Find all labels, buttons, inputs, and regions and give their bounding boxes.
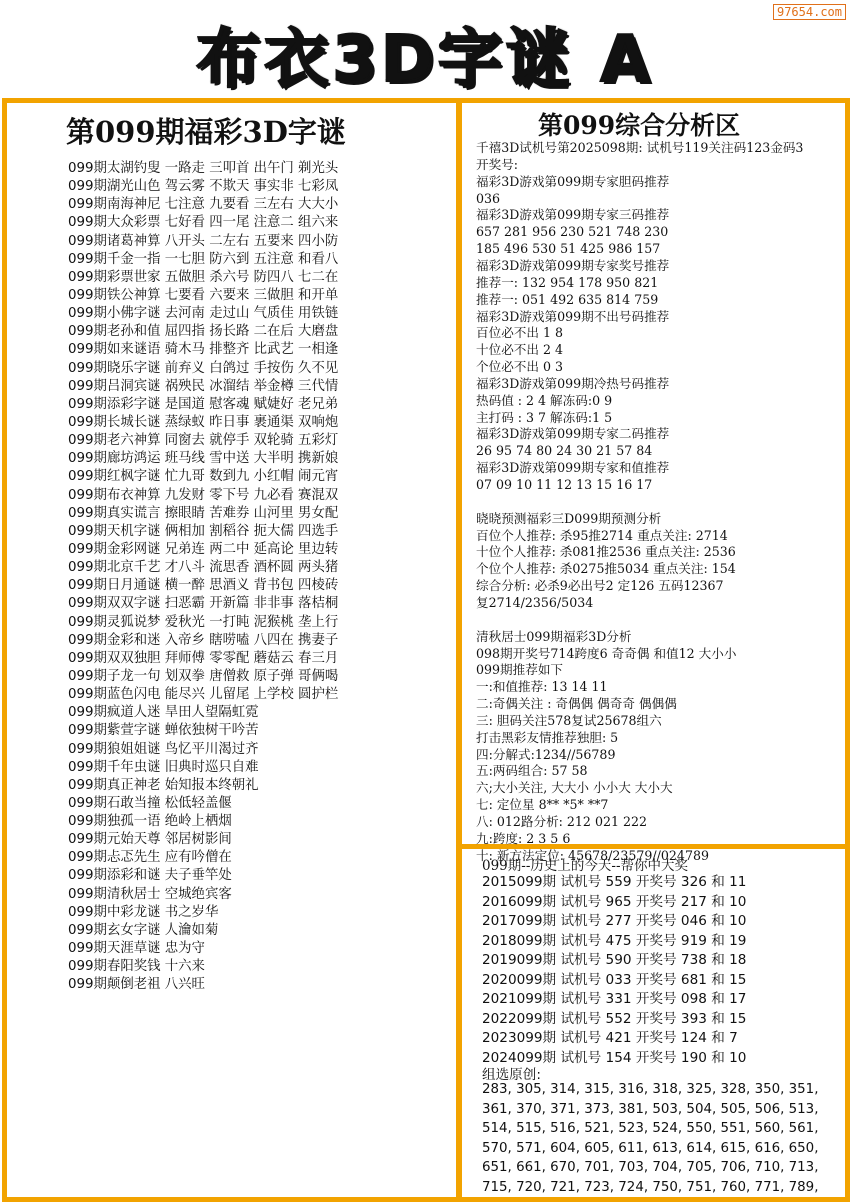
analysis-line: 098期开奖号714跨度6 奇奇偶 和值12 大小小 [476, 645, 737, 661]
analysis-line: 推荐一: 051 492 635 814 759 [476, 291, 659, 307]
analysis-line: 推荐一: 132 954 178 950 821 [476, 274, 659, 290]
analysis-line: 657 281 956 230 521 748 230 [476, 224, 669, 240]
riddle-row: 099期真正神老 始知报本终朝礼 [68, 777, 259, 793]
analysis-line: 十位必不出 2 4 [476, 342, 564, 358]
analysis-line: 七: 定位星 8** *5* **7 [476, 797, 609, 813]
riddle-row: 099期千金一指 一七胆 防六到 五注意 和看八 [68, 251, 339, 267]
riddle-row: 099期玄女字谜 人瀹如菊 [68, 922, 219, 938]
analysis-panel-title: 第099综合分析区 [538, 111, 741, 140]
analysis-line: 开奖号: [476, 156, 519, 172]
history-row: 2021099期 试机号 331 开奖号 098 和 17 [482, 991, 747, 1007]
riddle-row: 099期蓝色闪电 能尽兴 儿留尾 上学校 圆护栏 [68, 687, 339, 703]
analysis-line: 十: 新方法定位: 45678/23579//024789 [476, 847, 709, 863]
analysis-line: 五:两码组合: 57 58 [476, 763, 588, 779]
riddle-row: 099期长城长谜 蒸绿蚁 昨日事 裹通渠 双响炮 [68, 414, 339, 430]
analysis-line: 八: 012路分析: 212 021 222 [476, 814, 648, 829]
analysis-line: 福彩3D游戏第099期专家二码推荐 [476, 426, 670, 442]
riddle-row: 099期天涯草谜 忠为守 [68, 941, 205, 957]
group-row: 361, 370, 371, 373, 381, 503, 504, 505, 506, 513, [482, 1101, 819, 1117]
riddle-row: 099期颠倒老祖 八兴旺 [68, 977, 205, 993]
history-row: 2019099期 试机号 590 开奖号 738 和 18 [482, 952, 747, 968]
analysis-line: 清秋居士099期福彩3D分析 [476, 628, 632, 644]
analysis-line: 福彩3D游戏第099期专家胆码推荐 [476, 173, 670, 189]
analysis-line: 复2714/2356/5034 [476, 594, 594, 610]
analysis-line: 十位个人推荐: 杀081推2536 重点关注: 2536 [476, 544, 736, 560]
history-table [482, 873, 746, 1068]
history-row: 2024099期 试机号 154 开奖号 190 和 10 [482, 1049, 747, 1066]
analysis-line: 四:分解式:1234//56789 [476, 746, 616, 762]
riddle-panel-title: 第099期福彩3D字谜 [66, 115, 346, 149]
analysis-line: 千禧3D试机号第2025098期: 试机号119关注码123金码3 [476, 140, 804, 155]
analysis-line: 九:跨度: 2 3 5 6 [476, 830, 571, 846]
group-row: 514, 515, 516, 521, 523, 524, 550, 551, 560, 561, [482, 1121, 819, 1136]
riddle-row: 099期狼姐姐谜 鸟忆平川渴过齐 [68, 741, 259, 757]
analysis-line: 打击黑彩友情推荐独胆: 5 [476, 729, 619, 745]
analysis-line: 晓晓预测福彩三D099期预测分析 [476, 510, 662, 526]
riddle-row: 099期晓乐字谜 前弃义 白鸽过 手按伤 久不见 [68, 360, 339, 376]
analysis-line: 二:奇偶关注 : 奇偶偶 偶奇奇 偶偶偶 [476, 696, 677, 712]
riddle-row: 099期金彩和迷 入帝乡 瞎唠嗑 八四在 携妻子 [68, 632, 339, 648]
history-row: 2020099期 试机号 033 开奖号 681 和 15 [482, 971, 747, 988]
riddle-row: 099期灵狐说梦 爱秋光 一打盹 泥猴桃 垄上行 [68, 614, 339, 630]
riddle-row: 099期廊坊鸿运 班马线 雪中送 大半明 携新娘 [68, 451, 339, 467]
analysis-line: 综合分析: 必杀9必出号2 定126 五码12367 [476, 578, 724, 594]
analysis-line: 百位必不出 1 8 [476, 325, 564, 341]
analysis-line: 主打码 : 3 7 解冻码:1 5 [476, 409, 613, 425]
riddle-row: 099期添彩和谜 夫子垂竿处 [68, 868, 232, 884]
analysis-line: 福彩3D游戏第099期专家奖号推荐 [476, 257, 670, 273]
analysis-line: 福彩3D游戏第099期冷热号码推荐 [476, 375, 670, 391]
analysis-line: 六;大小关注, 大大小 小小大 大小大 [476, 780, 673, 796]
history-row: 2023099期 试机号 421 开奖号 124 和 7 [482, 1030, 738, 1046]
riddle-row: 099期小佛字谜 去河南 走过山 气质佳 用铁链 [68, 306, 339, 322]
analysis-line: 26 95 74 80 24 30 21 57 84 [476, 443, 653, 459]
analysis-line: 热码值 : 2 4 解冻码:0 9 [476, 392, 613, 408]
analysis-line: 个位必不出 0 3 [476, 359, 564, 375]
analysis-line: 07 09 10 11 12 13 15 16 17 [476, 477, 653, 492]
analysis-line: 个位个人推荐: 杀0275推5034 重点关注: 154 [476, 561, 736, 577]
history-row: 2018099期 试机号 475 开奖号 919 和 19 [482, 932, 747, 949]
riddle-row: 099期日月通谜 横一醉 思酒义 背书包 四棱砖 [68, 578, 339, 594]
riddle-row: 099期元始天尊 邻居树影间 [68, 832, 232, 848]
analysis-line: 三: 胆码关注578复试25678组六 [476, 712, 662, 728]
riddle-row: 099期子龙一句 划双拳 唐僧救 原子弹 哥俩喝 [68, 668, 339, 684]
history-row: 2015099期 试机号 559 开奖号 326 和 11 [482, 874, 747, 890]
group-row: 283, 305, 314, 315, 316, 318, 325, 328, 350, 351, [482, 1082, 819, 1097]
group-row: 715, 720, 721, 723, 724, 750, 751, 760, 771, 789, [482, 1179, 819, 1195]
group-label: 组选原创: [482, 1067, 541, 1083]
analysis-line: 百位个人推荐: 杀95推2714 重点关注: 2714 [476, 527, 728, 543]
riddle-row: 099期如来谜语 骑木马 排整齐 比武艺 一相逢 [68, 342, 339, 358]
riddle-list [68, 160, 458, 994]
riddle-row: 099期独孤一语 绝岭上栖烟 [68, 814, 232, 830]
group-row: 570, 571, 604, 605, 611, 613, 614, 615, 616, 650, [482, 1140, 819, 1156]
riddle-row: 099期忐忑先生 应有吟僧在 [68, 850, 232, 866]
riddle-row: 099期老孙和值 屈四指 扬长路 二在后 大磨盘 [68, 324, 339, 340]
history-title: 099期--历史上的今天--帮你中大奖 [482, 858, 689, 874]
group-row: 651, 661, 670, 701, 703, 704, 705, 706, 710, 713, [482, 1160, 819, 1175]
history-row: 2022099期 试机号 552 开奖号 393 和 15 [482, 1010, 747, 1027]
riddle-row: 099期北京千艺 才八斗 流思香 酒杯圆 两头猪 [68, 560, 339, 576]
riddle-row: 099期金彩网谜 兄弟连 两二中 延高论 里边转 [68, 541, 339, 557]
riddle-row: 099期天机字谜 俩相加 割稻谷 扼大儒 四选手 [68, 523, 339, 539]
site-watermark: 97654.com [773, 4, 846, 20]
riddle-row: 099期诸葛神算 八开头 二左右 五要来 四小防 [68, 233, 339, 249]
riddle-row: 099期双双字谜 扫恶霸 开新篇 非非事 落桔桐 [68, 596, 339, 612]
analysis-line: 福彩3D游戏第099期不出号码推荐 [476, 308, 670, 324]
riddle-row: 099期吕洞宾谜 祸殃民 冰溜结 举金樽 三代情 [68, 378, 339, 394]
riddle-row: 099期铁公神算 七要看 六要来 三做胆 和开单 [68, 287, 339, 303]
riddle-row: 099期清秋居士 空城绝宾客 [68, 886, 232, 902]
analysis-line: 福彩3D游戏第099期专家三码推荐 [476, 207, 670, 223]
riddle-row: 099期红枫字谜 忙九哥 数到九 小红帽 闹元宵 [68, 469, 339, 485]
group-number-list [482, 1080, 842, 1197]
riddle-row: 099期春阳奖钱 十六来 [68, 959, 205, 975]
riddle-row: 099期千年虫谜 旧典时巡只自难 [68, 759, 259, 775]
analysis-line: 099期推荐如下 [476, 662, 564, 678]
riddle-row: 099期疯道人迷 旱田人望隔虹霓 [68, 705, 259, 721]
riddle-row: 099期真实谎言 擦眼睛 苦难券 山河里 男女配 [68, 505, 339, 521]
riddle-row: 099期布衣神算 九发财 零下号 九必看 赛混双 [68, 487, 339, 503]
riddle-row: 099期添彩字谜 是国道 慰客魂 赋婕好 老兄弟 [68, 396, 339, 412]
analysis-line: 036 [476, 190, 501, 206]
riddle-row: 099期老六神算 同窗去 就停手 双轮骑 五彩灯 [68, 433, 339, 449]
riddle-row: 099期紫萱字谜 蝉依独树干吟苦 [68, 723, 259, 739]
riddle-row: 099期中彩龙谜 书之岁华 [68, 904, 219, 920]
analysis-line: 185 496 530 51 425 986 157 [476, 241, 661, 257]
riddle-row: 099期大众彩票 七好看 四一尾 注意二 组六来 [68, 215, 339, 231]
riddle-row: 099期湖光山色 驾云雾 不欺天 事实非 七彩凤 [68, 179, 339, 195]
banner-title: 布衣3D字谜 A [196, 23, 654, 97]
analysis-line: 一:和值推荐: 13 14 11 [476, 679, 608, 695]
analysis-line: 福彩3D游戏第099期专家和值推荐 [476, 460, 670, 476]
history-row: 2016099期 试机号 965 开奖号 217 和 10 [482, 893, 747, 910]
riddle-row: 099期双双独胆 拜师傅 零零配 蘑菇云 春三月 [68, 650, 339, 666]
riddle-row: 099期太湖钓叟 一路走 三叩首 出午门 剃光头 [68, 161, 339, 176]
history-row: 2017099期 试机号 277 开奖号 046 和 10 [482, 913, 747, 929]
banner [0, 8, 850, 100]
riddle-row: 099期彩票世家 五做胆 杀六号 防四八 七二在 [68, 269, 339, 285]
riddle-row: 099期南海神尼 七注意 九要看 三左右 大大小 [68, 197, 339, 213]
riddle-row: 099期石敢当撞 松低轻盖偃 [68, 795, 232, 811]
